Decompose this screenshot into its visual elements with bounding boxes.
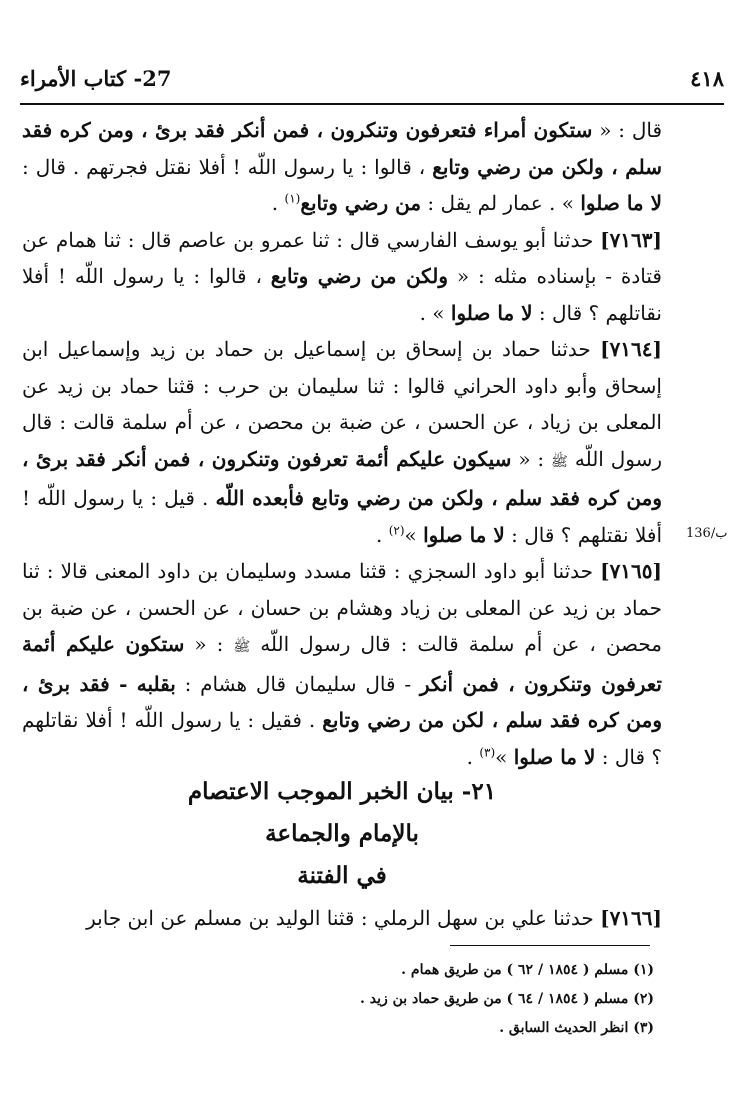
hadith-number: [٧١٦٤] [600, 337, 662, 361]
text-run: . [466, 744, 480, 769]
section-heading-line-2: بالإمام والجماعة [265, 820, 419, 847]
text-run: حدثنا أبو يوسف الفارسي قال : ثنا عمرو بن عاصم قال : ثنا همام عن قتادة - بإسناده مثله : « [22, 227, 662, 288]
hadith-quote: ولكن من رضي وتابع [270, 264, 448, 288]
hadith-quote: ستكون أمراء فتعرفون وتنكرون ، فمن أنكر فقد برئ ، ومن كره فقد سلم ، ولكن من رضي وتابع [22, 118, 662, 179]
paragraph-7163 [22, 222, 662, 332]
text-run: » . عمار لم يقل : [421, 191, 581, 215]
hadith-quote: لا ما صلوا [513, 744, 596, 769]
salutation-glyph: ﷺ [551, 453, 568, 470]
text-run: » [404, 522, 424, 547]
hadith-quote: من رضي وتابع [300, 191, 422, 215]
footnote-ref[interactable]: (٢) [388, 522, 405, 537]
text-run: : « [511, 446, 552, 471]
text-run: . [271, 191, 285, 215]
hadith-quote: بقلبه - فقد برئ ، ومن كره فقد سلم ، لكن من رضي وتابع [22, 671, 663, 732]
text-run: . قيل : يا رسول اللّه ! أفلا نقتلهم ؟ قال : [22, 486, 662, 547]
hadith-quote: لا ما صلوا [423, 522, 505, 547]
footnote-ref[interactable]: (١) [284, 191, 301, 206]
paragraph-7165 [22, 553, 662, 775]
hadith-number: [٧١٦٦] [600, 906, 662, 930]
footnotes [300, 956, 654, 1043]
hadith-number: [٧١٦٣] [600, 227, 662, 252]
hadith-quote: لا ما صلوا [450, 300, 533, 325]
section-heading-line-1: ٢١- بيان الخبر الموجب الاعتصام [187, 778, 497, 805]
text-run: حدثنا أبو داود السجزي : قثنا مسدد وسليمان بن داود المعنى قالا : ثنا حماد بن زيد عن المعلى بن زياد وهشام بن حسان ، عن الحسن ، عن ضبة بن محصن ، عن أم سلمة قالت : قال رسول اللّه [22, 559, 663, 656]
footnote-rule [450, 945, 650, 946]
footnote-ref[interactable]: (٣) [479, 744, 496, 759]
text-run: . [375, 522, 389, 547]
text-run: - قال سليمان قال هشام : [175, 671, 420, 696]
text-run: . فقيل : يا رسول اللّه ! أفلا نقاتلهم ؟ قال : [22, 708, 662, 769]
section-heading-line-3: في الفتنة [297, 862, 387, 889]
text-run: قال : « [592, 118, 663, 142]
hadith-number: [٧١٦٥] [600, 559, 662, 583]
margin-manuscript-note: 136/ب [686, 526, 728, 541]
footnote-1: (١) مسلم ( ١٨٥٤ / ٦٢ ) من طريق همام . [401, 962, 654, 978]
paragraph-7164 [22, 331, 662, 553]
text-run: : « [184, 632, 234, 656]
header-rule [20, 103, 724, 105]
salutation-glyph: ﷺ [233, 639, 251, 655]
text-run: حدثنا علي بن سهل الرملي : قثنا الوليد بن مسلم عن ابن جابر [86, 906, 601, 930]
text-run: » [495, 744, 514, 769]
hadith-quote: سيكون عليكم أئمة تعرفون وتنكرون ، فمن أنكر فقد برئ ، ومن كره فقد سلم ، ولكن من رضي وتابع فأبعده اللّه [22, 446, 663, 510]
text-run: ، قالوا : يا رسول اللّه ! أفلا نقتل فجرتهم . قال : [22, 154, 433, 179]
footnote-2: (٢) مسلم ( ١٨٥٤ / ٦٤ ) من طريق حماد بن زيد . [360, 991, 654, 1007]
page-number: ٤١٨ [690, 66, 724, 91]
chapter-title: 27- كتاب الأمراء [20, 66, 172, 91]
hadith-quote: ستكون عليكم أئمة تعرفون وتنكرون ، فمن أنكر [22, 632, 663, 696]
text-run: حدثنا حماد بن إسحاق بن إسماعيل بن حماد بن زيد وإسماعيل ابن إسحاق وأبو داود الحراني قالوا : ثنا سليمان بن حرب : قثنا حماد بن زيد عن المعلى بن زياد ، عن الحسن ، عن ضبة بن محصن ، عن أم سلمة قالت : قال رسول اللّه [22, 337, 662, 471]
footnote-3: (٣) انظر الحديث السابق . [499, 1020, 654, 1036]
hadith-quote: لا ما صلوا [580, 191, 662, 215]
paragraph-7162-end [22, 112, 662, 222]
page-header [20, 64, 724, 100]
paragraph-7166-start [22, 900, 662, 936]
body-text [22, 112, 662, 775]
text-run: ، قالوا : يا رسول اللّه ! أفلا نقاتلهم ؟ قال : [22, 264, 662, 325]
text-run: » . [419, 300, 451, 325]
